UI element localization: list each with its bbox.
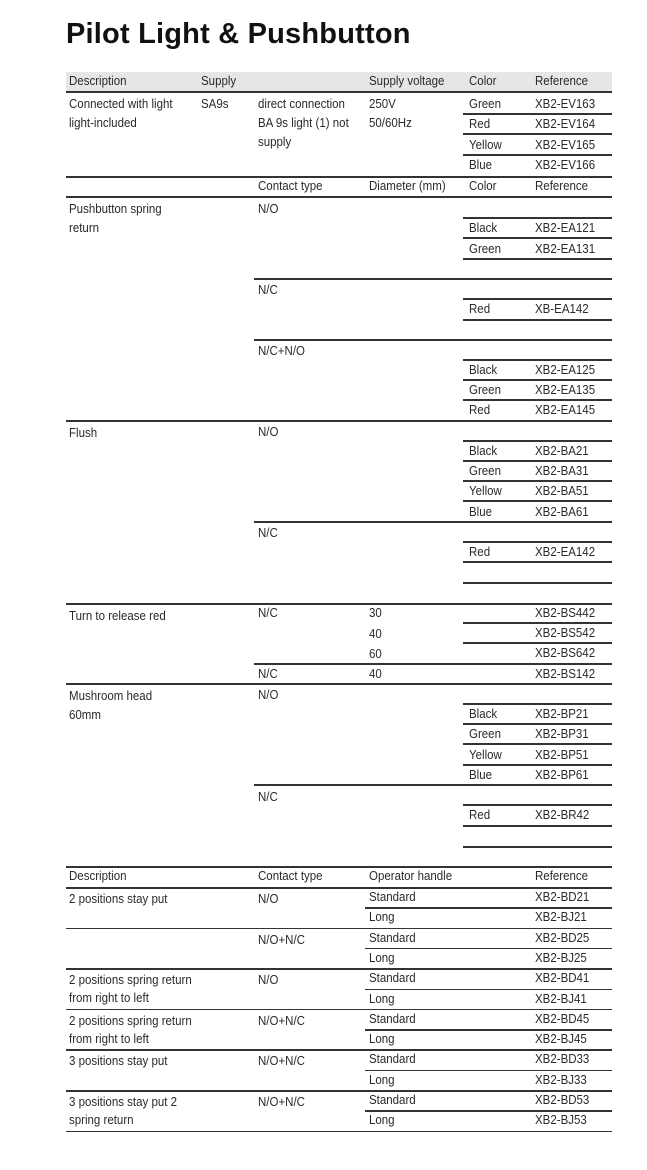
- reference-cell: XB2-BD25: [535, 930, 590, 945]
- reference-cell: XB2-BS642: [535, 646, 596, 660]
- operator-handle-cell: Long: [369, 950, 395, 965]
- divider: [463, 258, 612, 260]
- contact-type-cell: N/O: [258, 892, 279, 906]
- reference-cell: XB2-BR42: [535, 808, 590, 822]
- reference-cell: XB2-BD33: [535, 1052, 590, 1067]
- reference-cell: XB2-BA31: [535, 464, 589, 478]
- divider: [463, 500, 612, 502]
- contact-type-cell: N/O: [258, 973, 279, 988]
- contact-type-cell: N/O: [258, 202, 279, 216]
- color-cell: Green: [469, 383, 501, 397]
- divider: [66, 1131, 612, 1133]
- reference-cell: XB2-EV163: [535, 97, 596, 111]
- t1-header-supply: Supply: [201, 74, 237, 88]
- color-cell: Blue: [469, 158, 493, 172]
- contact-type-cell: N/C: [258, 667, 278, 681]
- color-cell: Blue: [469, 505, 493, 519]
- divider: [254, 784, 464, 786]
- reference-cell: XB2-BS542: [535, 626, 596, 640]
- reference-cell: XB2-BP61: [535, 768, 589, 782]
- color-cell: Yellow: [469, 748, 502, 762]
- color-cell: Red: [469, 302, 491, 316]
- reference-cell: XB2-BP21: [535, 707, 589, 721]
- operator-handle-cell: Long: [369, 910, 395, 925]
- diameter-cell: 40: [369, 627, 382, 641]
- divider: [463, 133, 612, 135]
- reference-cell: XB2-EA125: [535, 363, 596, 377]
- flush-description: Flush: [69, 426, 98, 440]
- contact-type-cell: N/C+N/O: [258, 344, 305, 358]
- contact-type-cell: N/C: [258, 526, 278, 540]
- color-cell: Black: [469, 221, 498, 235]
- operator-handle-cell: Long: [369, 1072, 395, 1087]
- operator-handle-cell: Standard: [369, 930, 416, 945]
- divider: [254, 339, 612, 341]
- pushbutton-description: return: [69, 221, 100, 235]
- group-description: from right to left: [69, 991, 149, 1006]
- color-cell: Black: [469, 363, 498, 377]
- reference-cell: XB2-BJ33: [535, 1072, 587, 1087]
- reference-cell: XB2-BJ41: [535, 991, 587, 1006]
- color-cell: Red: [469, 117, 491, 131]
- contact-type-cell: N/O+N/C: [258, 1054, 305, 1069]
- reference-cell: XB2-EA145: [535, 403, 596, 417]
- contact-type-cell: N/C: [258, 606, 278, 620]
- color-cell: Yellow: [469, 484, 502, 498]
- color-cell: Green: [469, 97, 501, 111]
- divider: [66, 1090, 612, 1092]
- divider: [66, 683, 612, 685]
- t3-header-description: Description: [69, 869, 127, 883]
- reference-cell: XB2-BA61: [535, 505, 589, 519]
- divider: [66, 1049, 612, 1051]
- reference-cell: XB2-BJ25: [535, 950, 587, 965]
- group-description: 2 positions stay put: [69, 892, 168, 906]
- reference-cell: XB2-BP51: [535, 748, 589, 762]
- t1-connection: direct connection: [258, 97, 345, 111]
- reference-cell: XB2-BA51: [535, 484, 589, 498]
- color-cell: Red: [469, 403, 491, 417]
- contact-type-cell: N/O+N/C: [258, 1095, 305, 1109]
- divider: [463, 521, 612, 523]
- operator-handle-cell: Long: [369, 991, 395, 1006]
- divider: [463, 846, 612, 848]
- reference-cell: XB2-EV164: [535, 117, 596, 131]
- color-cell: Blue: [469, 768, 493, 782]
- color-cell: Black: [469, 444, 498, 458]
- diameter-cell: 60: [369, 647, 382, 661]
- color-cell: Green: [469, 727, 501, 741]
- t1-voltage: 50/60Hz: [369, 116, 412, 130]
- t1-header-description: Description: [69, 74, 127, 88]
- diameter-cell: 40: [369, 667, 382, 681]
- contact-type-cell: N/O: [258, 425, 279, 439]
- divider: [463, 561, 612, 563]
- t2-header-diameter: Diameter (mm): [369, 179, 446, 193]
- contact-type-cell: N/C: [258, 283, 278, 297]
- t3-header-reference: Reference: [535, 869, 589, 883]
- divider: [66, 1009, 612, 1011]
- divider: [463, 743, 612, 745]
- divider: [66, 968, 612, 970]
- color-cell: Black: [469, 707, 498, 721]
- t2-header-contact-type: Contact type: [258, 179, 323, 193]
- divider: [66, 91, 612, 93]
- t1-connection: supply: [258, 135, 292, 149]
- divider: [254, 521, 464, 523]
- table1-header-background: [66, 72, 612, 91]
- t1-header-supply-voltage: Supply voltage: [369, 74, 445, 88]
- operator-handle-cell: Standard: [369, 890, 416, 904]
- reference-cell: XB2-BS142: [535, 667, 596, 681]
- reference-cell: XB2-BA21: [535, 444, 589, 458]
- reference-cell: XB2-EA142: [535, 545, 596, 559]
- t1-supply: SA9s: [201, 97, 229, 111]
- contact-type-cell: N/C: [258, 790, 278, 804]
- group-description: spring return: [69, 1113, 134, 1127]
- t1-voltage: 250V: [369, 97, 396, 111]
- t1-header-color: Color: [469, 74, 497, 88]
- color-cell: Green: [469, 464, 501, 478]
- operator-handle-cell: Long: [369, 1113, 395, 1128]
- color-cell: Green: [469, 242, 501, 256]
- reference-cell: XB2-BJ21: [535, 910, 587, 925]
- t1-connection: BA 9s light (1) not: [258, 116, 349, 130]
- color-cell: Red: [469, 545, 491, 559]
- t2-header-reference: Reference: [535, 179, 589, 193]
- reference-cell: XB2-EA135: [535, 383, 596, 397]
- color-cell: Yellow: [469, 138, 502, 152]
- reference-cell: XB2-BP31: [535, 727, 589, 741]
- reference-cell: XB2-BJ45: [535, 1032, 587, 1047]
- reference-cell: XB2-BD53: [535, 1093, 590, 1107]
- reference-cell: XB2-BJ53: [535, 1113, 587, 1128]
- t3-header-contact-type: Contact type: [258, 869, 323, 883]
- divider: [254, 278, 612, 280]
- reference-cell: XB2-EV166: [535, 158, 596, 172]
- operator-handle-cell: Standard: [369, 1052, 416, 1067]
- divider: [66, 176, 612, 178]
- pushbutton-description: Pushbutton spring: [69, 202, 162, 216]
- divider: [66, 603, 612, 605]
- divider: [463, 784, 612, 786]
- group-description: 2 positions spring return: [69, 973, 192, 988]
- reference-cell: XB2-BD21: [535, 890, 590, 904]
- contact-type-cell: N/O: [258, 688, 279, 702]
- page-title: Pilot Light & Pushbutton: [66, 18, 411, 50]
- divider: [66, 866, 612, 868]
- divider: [463, 825, 612, 827]
- reference-cell: XB2-EV165: [535, 138, 596, 152]
- group-description: 2 positions spring return: [69, 1013, 192, 1028]
- divider: [463, 237, 612, 239]
- divider: [66, 887, 612, 889]
- divider: [463, 582, 612, 584]
- t1-description: light-included: [69, 116, 137, 130]
- mushroom-description: Mushroom head: [69, 689, 153, 703]
- color-cell: Red: [469, 808, 491, 822]
- divider: [463, 319, 612, 321]
- contact-type-cell: N/O+N/C: [258, 932, 305, 947]
- t3-header-operator-handle: Operator handle: [369, 869, 453, 883]
- group-description: 3 positions stay put 2: [69, 1095, 178, 1109]
- reference-cell: XB2-EA121: [535, 221, 596, 235]
- reference-cell: XB2-BS442: [535, 606, 596, 620]
- t1-description: Connected with light: [69, 97, 173, 111]
- divider: [66, 196, 612, 198]
- t2-header-color: Color: [469, 179, 497, 193]
- mushroom-description: 60mm: [69, 708, 101, 722]
- reference-cell: XB2-EA131: [535, 242, 596, 256]
- operator-handle-cell: Standard: [369, 1011, 416, 1026]
- divider: [66, 928, 612, 930]
- group-description: 3 positions stay put: [69, 1054, 168, 1069]
- operator-handle-cell: Long: [369, 1032, 395, 1047]
- operator-handle-cell: Standard: [369, 1093, 416, 1107]
- reference-cell: XB2-BD41: [535, 971, 590, 986]
- diameter-cell: 30: [369, 606, 382, 620]
- reference-cell: XB-EA142: [535, 302, 589, 316]
- t1-header-reference: Reference: [535, 74, 589, 88]
- operator-handle-cell: Standard: [369, 971, 416, 986]
- contact-type-cell: N/O+N/C: [258, 1013, 305, 1028]
- turn-description: Turn to release red: [69, 609, 166, 623]
- group-description: from right to left: [69, 1031, 149, 1046]
- divider: [66, 420, 612, 422]
- reference-cell: XB2-BD45: [535, 1011, 590, 1026]
